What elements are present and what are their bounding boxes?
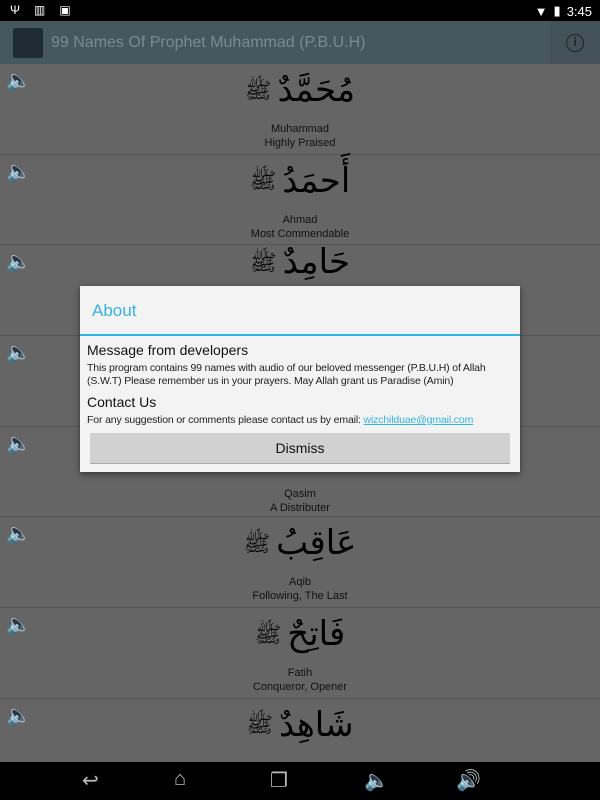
arabic-name [0, 608, 600, 666]
usb-icon: Ψ [10, 3, 21, 17]
meaning: A Distributer [270, 502, 330, 515]
wifi-icon: ▼ [534, 3, 548, 19]
volume-up-icon[interactable]: 🔊 [456, 770, 481, 792]
transliteration: Muhammad [270, 123, 330, 135]
arabic-text: مُحَمَّدٌ [277, 70, 356, 110]
salawat-calligraphy: ﷺ [249, 250, 277, 276]
clock: 3:45 [566, 3, 592, 19]
speaker-icon[interactable]: 🔈 [6, 70, 31, 92]
arabic-name [0, 517, 600, 575]
arabic-text: أَحمَدُ [282, 160, 351, 201]
recent-apps-icon[interactable]: ❐ [270, 770, 288, 792]
contact-heading: Contact Us [87, 394, 157, 410]
home-icon[interactable]: ⌂ [174, 768, 187, 790]
email-link[interactable]: wizchilduae@gmail.com [363, 414, 474, 426]
status-bar [0, 0, 600, 21]
salawat-calligraphy: ﷺ [246, 713, 273, 739]
speaker-icon[interactable]: 🔈 [6, 614, 31, 637]
arabic-text: عَاقِبُ [276, 523, 357, 564]
speaker-icon[interactable]: 🔈 [6, 432, 31, 455]
back-icon[interactable]: ↩ [82, 770, 99, 792]
volume-down-icon[interactable]: 🔈 [364, 770, 389, 792]
transliteration: Aqib [288, 576, 312, 589]
dismiss-button[interactable]: Dismiss [90, 433, 510, 464]
transliteration: Qasim [284, 488, 316, 501]
speaker-icon[interactable]: 🔈 [6, 342, 31, 365]
arabic-name [0, 64, 600, 122]
contact-text: For any suggestion or comments please contact us by email: [87, 414, 364, 426]
dialog-title: About [80, 286, 520, 336]
arabic-text: حَامِدٌ [282, 242, 350, 283]
app-title: 99 Names Of Prophet Muhammad (P.B.U.H) [51, 33, 366, 51]
list-item[interactable] [0, 155, 600, 246]
info-button[interactable] [550, 21, 600, 64]
list-item[interactable] [0, 64, 600, 155]
contact-message [87, 414, 513, 427]
list-item[interactable] [0, 517, 600, 608]
developers-heading: Message from developers [87, 342, 249, 358]
salawat-calligraphy: ﷺ [243, 531, 271, 557]
speaker-icon[interactable]: 🔈 [6, 704, 31, 727]
navigation-bar [0, 762, 600, 800]
transliteration: Fatih [287, 667, 313, 680]
info-icon: i [566, 34, 584, 52]
speaker-icon[interactable]: 🔈 [6, 160, 31, 183]
transliteration: Ahmad [282, 213, 318, 226]
meaning: Conqueror, Opener [252, 681, 348, 694]
speaker-icon[interactable]: 🔈 [6, 523, 31, 546]
list-item[interactable] [0, 608, 600, 699]
about-dialog [80, 286, 520, 472]
salawat-calligraphy: ﷺ [249, 169, 277, 195]
speaker-icon[interactable]: 🔈 [6, 251, 31, 274]
arabic-name [0, 699, 600, 757]
list-item[interactable] [0, 699, 600, 762]
barcode-icon: ▥ [34, 3, 46, 17]
battery-icon: ▮ [553, 3, 561, 18]
developers-message: This program contains 99 names with audio of our beloved messenger (P.B.U.H) of Allah (S.W.T) Please remember us in your prayers. May Allah grant us Paradise (Amin) [87, 362, 486, 387]
arabic-text: فَاتِحٌ [287, 614, 346, 655]
arabic-name [0, 155, 600, 213]
action-bar [0, 21, 600, 64]
meaning: Most Commendable [250, 227, 350, 240]
play-store-icon: ▣ [59, 3, 71, 17]
meaning: Highly Praised [264, 137, 336, 149]
arabic-text: شَاهِدٌ [278, 704, 354, 745]
salawat-calligraphy: ﷺ [244, 78, 272, 104]
meaning: Following, The Last [252, 590, 348, 603]
app-logo [13, 28, 43, 58]
salawat-calligraphy: ﷺ [254, 622, 282, 648]
